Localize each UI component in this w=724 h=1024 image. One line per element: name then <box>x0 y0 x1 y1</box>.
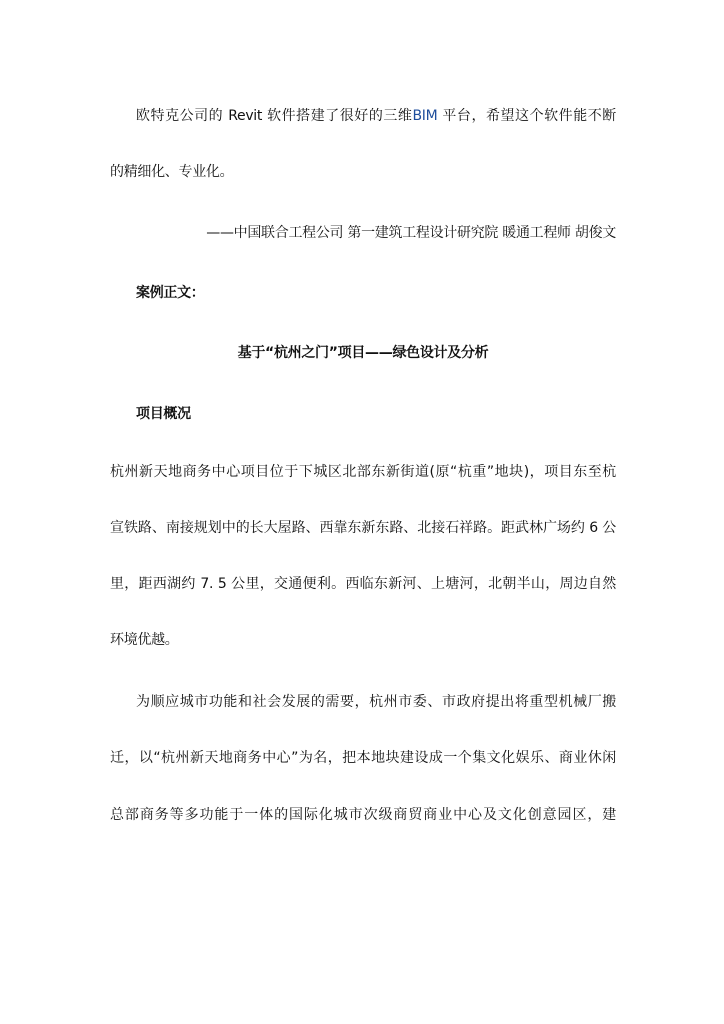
paragraph1-line-2: 宣铁路、南接规划中的长大屋路、西靠东新东路、北接石祥路。距武林广场约 6 公 <box>110 520 616 536</box>
section-heading: 项目概况 <box>136 406 191 422</box>
quote-text-after: 平台，希望这个软件能不断 <box>437 108 616 124</box>
quote-line-2: 的精细化、专业化。 <box>110 164 234 180</box>
paragraph1-line-3: 里，距西湖约 7. 5 公里，交通便利。西临东新河、上塘河，北朝半山，周边自然 <box>110 576 616 592</box>
paragraph2-line-3: 总部商务等多功能于一体的国际化城市次级商贸商业中心及文化创意园区，建 <box>110 807 616 823</box>
quote-attribution: ——中国联合工程公司 第一建筑工程设计研究院 暖通工程师 胡俊文 <box>206 225 616 241</box>
case-heading: 案例正文： <box>136 285 205 301</box>
quote-line-1 <box>136 106 616 126</box>
bim-term: BIM <box>412 108 438 124</box>
paragraph1-line-4: 环境优越。 <box>110 632 179 648</box>
paragraph2-line-2: 迁，以“杭州新天地商务中心”为名，把本地块建设成一个集文化娱乐、商业休闲 <box>110 750 616 766</box>
quote-text-before: 欧特克公司的 Revit 软件搭建了很好的三维 <box>136 108 413 124</box>
paragraph2-line-1: 为顺应城市功能和社会发展的需要，杭州市委、市政府提出将重型机械厂搬 <box>136 694 616 710</box>
article-title: 基于“杭州之门”项目——绿色设计及分析 <box>237 345 489 361</box>
paragraph1-line-1: 杭州新天地商务中心项目位于下城区北部东新街道(原“杭重”地块)，项目东至杭 <box>110 464 616 480</box>
